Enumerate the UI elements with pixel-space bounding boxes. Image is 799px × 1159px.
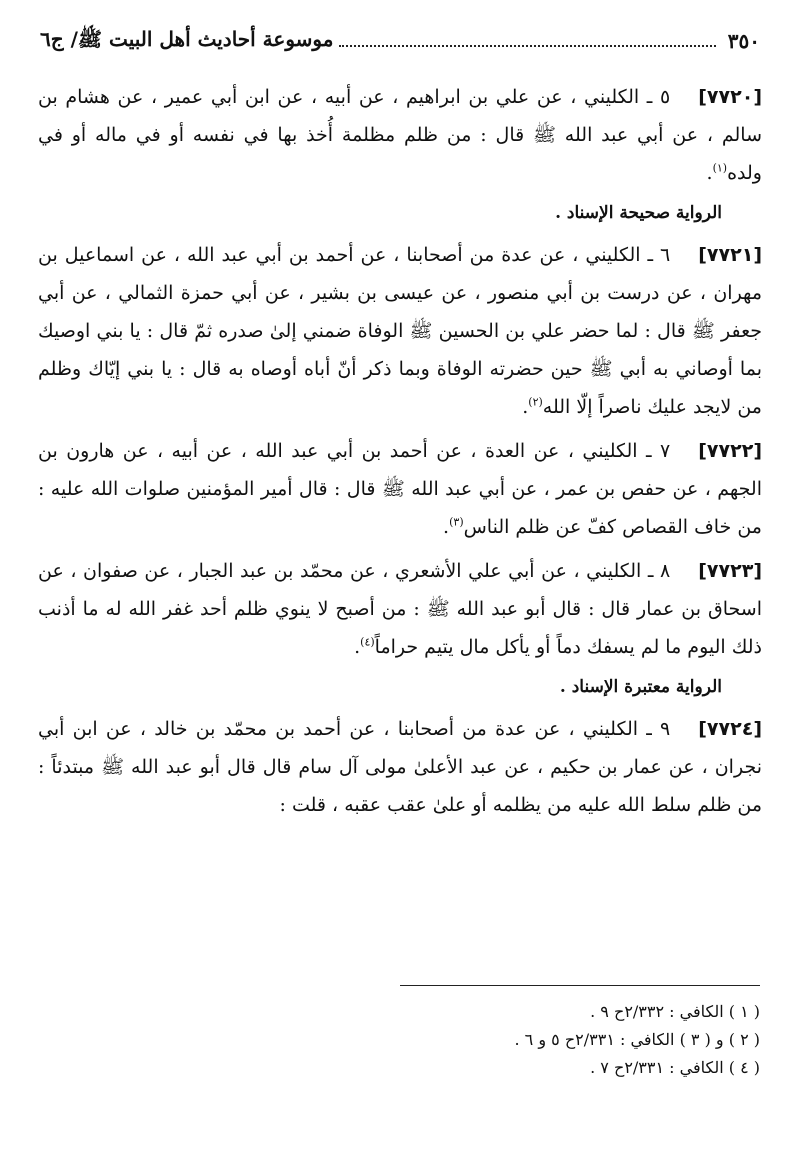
hadith-text: ٧ ـ الكليني ، عن العدة ، عن أحمد بن أبي عبد الله ، عن أبيه ، عن هارون بن الجهم ، عن حفص بن عمر ، عن أبي عبد الله ﷺ قال : قال أمير المؤمنين صلوات الله عليه : من خاف القصاص كفّ عن ظلم الناس (38, 440, 762, 538)
footnote-ref: (١) (712, 161, 728, 175)
footnote-ref: (٤) (360, 635, 375, 649)
hadith-7722 (38, 432, 762, 546)
header-dotted-leader (339, 45, 715, 47)
hadith-end: . (354, 636, 361, 658)
hadith-number: [٧٧٢٤] (698, 718, 762, 740)
hadith-end: . (443, 516, 450, 538)
hadith-text: ٨ ـ الكليني ، عن أبي علي الأشعري ، عن محمّد بن عبد الجبار ، عن صفوان ، عن اسحاق بن عمار قال : قال أبو عبد الله ﷺ : من أصبح لا ينوي ظلم أحد غفر الله له ما أذنب ذلك اليوم ما لم يسفك دماً أو يأكل مال يتيم حراماً (38, 560, 762, 658)
footnotes (40, 985, 760, 1082)
hadith-end: . (706, 162, 713, 184)
page-header (40, 24, 760, 58)
hadith-text: ٦ ـ الكليني ، عن عدة من أصحابنا ، عن أحمد بن أبي عبد الله ، عن اسماعيل بن مهران ، عن درست بن أبي منصور ، عن عيسى بن بشير ، عن أبي حمزة الثمالي ، عن أبي جعفر ﷺ قال : لما حضر علي بن الحسين ﷺ الوفاة ضمني إلىٰ صدره ثمّ قال : يا بني اوصيك بما أوصاني به أبي ﷺ حين حضرته الوفاة وبما ذكر أنّ أباه أوصاه به قال : يا بني إيّاك وظلم من لايجد عليك ناصراً إلّا الله (38, 244, 762, 418)
footnote-separator (400, 985, 760, 986)
hadith-7720 (38, 78, 762, 192)
isnad-note: الرواية معتبرة الإسناد . (559, 677, 722, 697)
footnote-line: ( ٢ ) و ( ٣ ) الكافي : ٢/٣٣١ح ٥ و ٦ . (514, 1030, 760, 1049)
footnote-line: ( ١ ) الكافي : ٢/٣٣٢ح ٩ . (590, 1002, 760, 1021)
footnote-line: ( ٤ ) الكافي : ٢/٣٣١ح ٧ . (590, 1058, 760, 1077)
main-text (38, 78, 762, 830)
footnote-ref: (٣) (449, 515, 464, 529)
footnote-ref: (٢) (528, 395, 543, 409)
hadith-number: [٧٧٢٣] (698, 560, 762, 582)
hadith-number: [٧٧٢٢] (698, 440, 762, 462)
hadith-end: . (522, 396, 529, 418)
hadith-text: ٥ ـ الكليني ، عن علي بن ابراهيم ، عن أبيه ، عن ابن أبي عمير ، عن هشام بن سالم ، عن أبي عبد الله ﷺ قال : من ظلم مظلمة أُخذ بها في نفسه أو في ماله أو في ولده (38, 86, 762, 184)
isnad-note: الرواية صحيحة الإسناد . (555, 203, 722, 223)
hadith-number: [٧٧٢١] (698, 244, 762, 266)
hadith-text: ٩ ـ الكليني ، عن عدة من أصحابنا ، عن أحمد بن محمّد بن خالد ، عن ابن أبي نجران ، عن عمار بن حكيم ، عن عبد الأعلىٰ مولى آل سام قال قال أبو عبد الله ﷺ مبتدئاً : من ظلم سلط الله عليه من يظلمه أو علىٰ عقب عقبه ، قلت : (38, 718, 762, 816)
hadith-7724 (38, 710, 762, 824)
hadith-7721 (38, 236, 762, 426)
hadith-number: [٧٧٢٠] (698, 86, 762, 108)
hadith-7723 (38, 552, 762, 666)
page-number: ٣٥٠ (727, 29, 760, 53)
running-title: موسوعة أحاديث أهل البيت ﷺ/ ج٦ (40, 26, 334, 51)
